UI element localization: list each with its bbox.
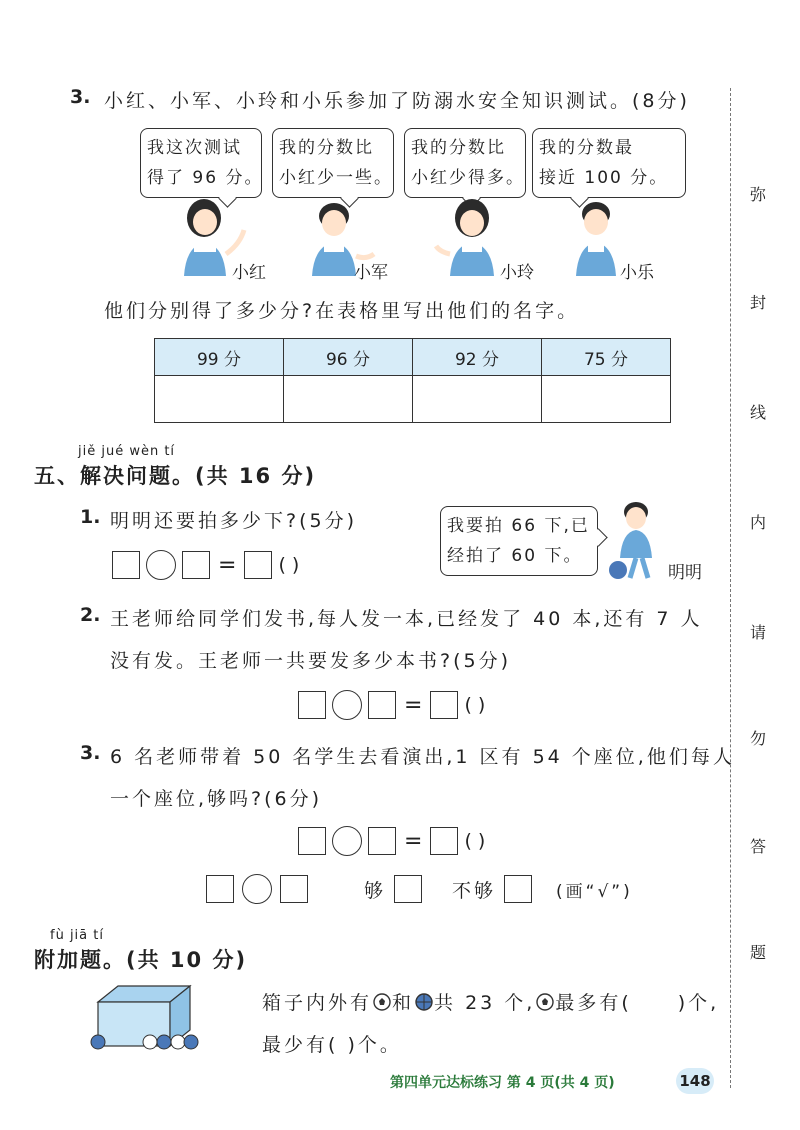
- extra-text: )个,: [677, 992, 720, 1014]
- answer-box[interactable]: [298, 691, 326, 719]
- footer-text: 第四单元达标练习 第 4 页(共 4 页): [390, 1075, 615, 1091]
- seal-dashed-line: [730, 88, 731, 1088]
- soccer-ball-icon: [372, 992, 392, 1012]
- bubble-line: 我的分数最: [539, 138, 634, 158]
- equals-sign: =: [404, 828, 423, 854]
- bubble-line: 我的分数比: [411, 138, 506, 158]
- extra-text: 共 23 个,: [434, 992, 536, 1014]
- kid-name: 小红: [232, 263, 266, 283]
- problem-number: 2.: [80, 604, 101, 626]
- speech-bubble-xiaohong: [140, 128, 262, 198]
- kid-name: 小乐: [620, 263, 654, 283]
- section-title: 五、解决问题。(共 16 分): [34, 464, 317, 488]
- operator-circle[interactable]: [146, 550, 176, 580]
- problem-number: 1.: [80, 506, 101, 528]
- margin-char: 内: [750, 513, 767, 532]
- answer-box[interactable]: [182, 551, 210, 579]
- question-text: 小红、小军、小玲和小乐参加了防溺水安全知识测试。(8分): [104, 90, 690, 112]
- bubble-line: 我的分数比: [279, 138, 374, 158]
- table-header-cell: 96 分: [284, 339, 413, 376]
- extra-text: 箱子内外有: [262, 992, 373, 1014]
- soccer-ball-icon: [535, 992, 555, 1012]
- equals-sign: =: [218, 552, 237, 578]
- question-prompt: 他们分别得了多少分?在表格里写出他们的名字。: [104, 300, 580, 322]
- equation-row: [298, 690, 485, 720]
- section-pinyin: fù jiā tí: [50, 928, 104, 943]
- answer-box[interactable]: [368, 691, 396, 719]
- answer-cell[interactable]: [155, 376, 284, 423]
- page-number: 148: [676, 1068, 714, 1094]
- comparison-row: [206, 874, 633, 904]
- table-header-cell: 75 分: [542, 339, 671, 376]
- operator-circle[interactable]: [242, 874, 272, 904]
- kid-name: 小军: [354, 263, 388, 283]
- problem-text: 明明还要拍多少下?(5分): [110, 510, 357, 532]
- box-with-balls-illustration: [90, 980, 200, 1052]
- kid-name: 明明: [668, 563, 702, 583]
- margin-char: 题: [750, 943, 767, 962]
- table-header-cell: 92 分: [413, 339, 542, 376]
- enough-label: 够: [364, 879, 387, 902]
- answer-box[interactable]: [280, 875, 308, 903]
- answer-box[interactable]: [244, 551, 272, 579]
- problem-number: 3.: [80, 742, 101, 764]
- answer-box[interactable]: [206, 875, 234, 903]
- problem-text-line: 没有发。王老师一共要发多少本书?(5分): [110, 650, 511, 672]
- bubble-line: 得了 96 分。: [147, 168, 264, 188]
- operator-circle[interactable]: [332, 826, 362, 856]
- not-enough-label: 不够: [452, 879, 497, 902]
- extra-line-2: 最少有( )个。: [262, 1034, 402, 1056]
- bubble-line: 我要拍 66 下,已: [447, 516, 590, 536]
- basketball-icon: [414, 992, 434, 1012]
- answer-cell[interactable]: [542, 376, 671, 423]
- problem-text-line: 6 名老师带着 50 名学生去看演出,1 区有 54 个座位,他们每人: [110, 746, 735, 768]
- answer-box[interactable]: [112, 551, 140, 579]
- equation-row: [298, 826, 485, 856]
- table-header-cell: 99 分: [155, 339, 284, 376]
- section-pinyin: jiě jué wèn tí: [78, 444, 176, 459]
- unit-paren[interactable]: ( ): [278, 554, 300, 576]
- margin-char: 弥: [750, 185, 767, 204]
- kid-name: 小玲: [500, 263, 534, 283]
- bubble-line: 接近 100 分。: [539, 168, 669, 188]
- speech-bubble-xiaoling: [404, 128, 526, 198]
- margin-char: 封: [750, 293, 767, 312]
- speech-bubble-mingming: [440, 506, 598, 576]
- unit-paren[interactable]: ( ): [464, 830, 486, 852]
- question-number: 3.: [70, 86, 91, 108]
- equation-row: [112, 550, 299, 580]
- answer-box[interactable]: [368, 827, 396, 855]
- not-enough-checkbox[interactable]: [504, 875, 532, 903]
- unit-paren[interactable]: ( ): [464, 694, 486, 716]
- answer-cell[interactable]: [413, 376, 542, 423]
- speech-bubble-xiaojun: [272, 128, 394, 198]
- margin-char: 请: [750, 623, 767, 642]
- problem-text-line: 一个座位,够吗?(6分): [110, 788, 323, 810]
- bubble-line: 我这次测试: [147, 138, 242, 158]
- section-title: 附加题。(共 10 分): [34, 948, 248, 972]
- bubble-line: 小红少一些。: [279, 168, 393, 188]
- enough-checkbox[interactable]: [394, 875, 422, 903]
- answer-box[interactable]: [430, 827, 458, 855]
- extra-text: 最多有(: [555, 992, 632, 1014]
- margin-char: 线: [750, 403, 767, 422]
- extra-line-1: [262, 988, 719, 1015]
- answer-box[interactable]: [298, 827, 326, 855]
- boy-bouncing-ball-illustration: [606, 498, 666, 582]
- margin-char: 勿: [750, 729, 767, 748]
- bubble-line: 经拍了 60 下。: [447, 546, 583, 566]
- check-mark-note: (画“√”): [556, 881, 633, 902]
- answer-cell[interactable]: [284, 376, 413, 423]
- equals-sign: =: [404, 692, 423, 718]
- extra-text: 和: [392, 992, 415, 1014]
- operator-circle[interactable]: [332, 690, 362, 720]
- problem-text-line: 王老师给同学们发书,每人发一本,已经发了 40 本,还有 7 人: [110, 608, 703, 630]
- score-table: [154, 338, 671, 423]
- margin-char: 答: [750, 837, 767, 856]
- bubble-line: 小红少得多。: [411, 168, 525, 188]
- speech-bubble-xiaole: [532, 128, 686, 198]
- answer-box[interactable]: [430, 691, 458, 719]
